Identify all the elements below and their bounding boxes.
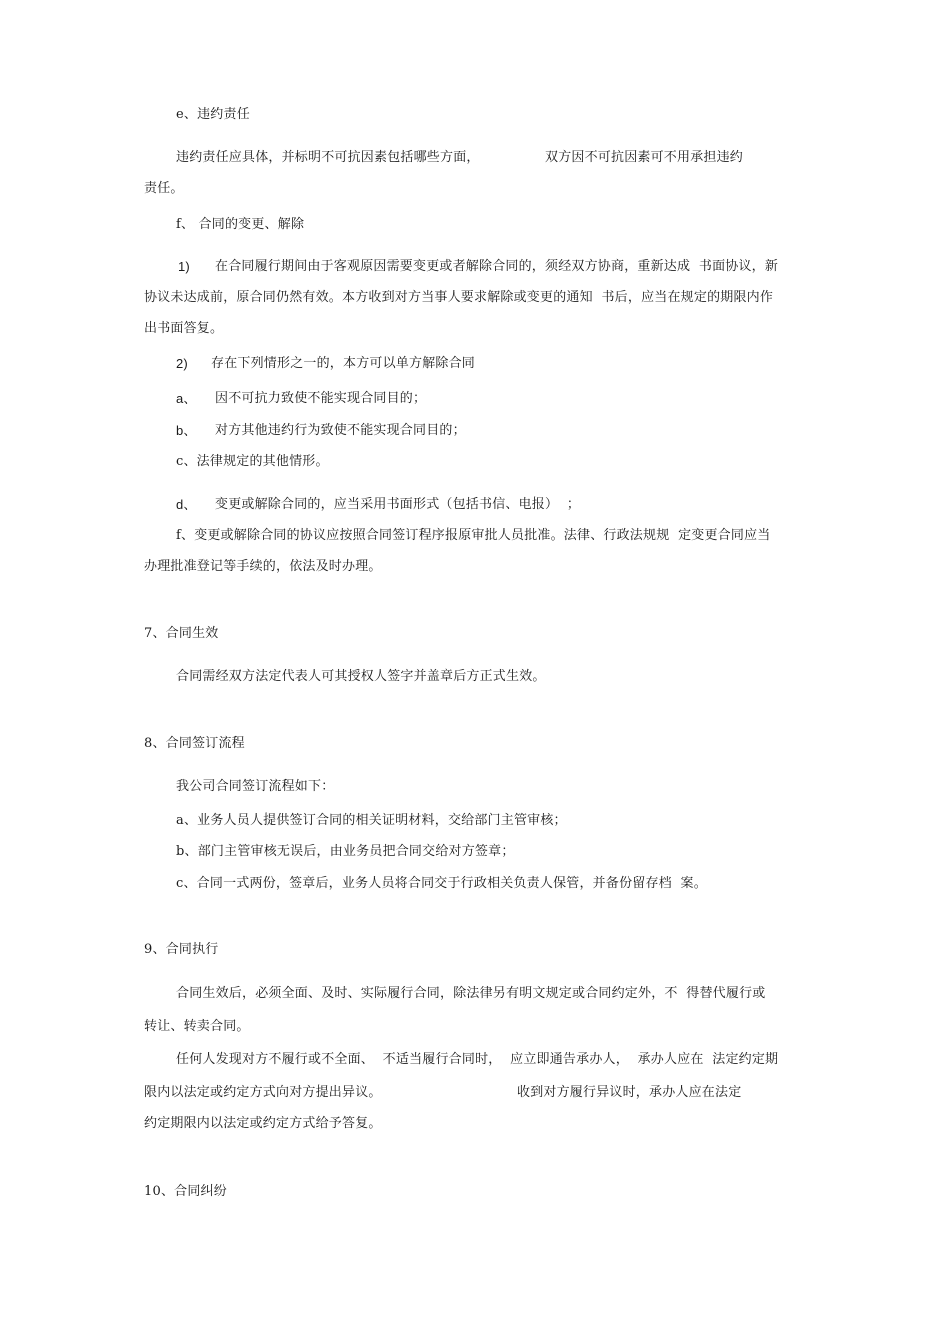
paragraph-line: 任何人发现对方不履行或不全面、 不适当履行合同时， 应立即通告承办人， 承办人应在 法定约定期 [176, 1052, 779, 1067]
section-heading-7: 7、合同生效 [144, 626, 219, 641]
paragraph-line: 约定期限内以法定或约定方式给予答复。 [144, 1116, 382, 1131]
list-number: 2) [176, 356, 188, 371]
list-number: 1) [178, 259, 190, 274]
list-item: c、法律规定的其他情形。 [176, 454, 329, 469]
section-heading-10: 10、合同纠纷 [144, 1184, 227, 1199]
section-heading-9: 9、合同执行 [144, 942, 219, 957]
section-heading-8: 8、合同签订流程 [144, 736, 245, 751]
paragraph-line: f、变更或解除合同的协议应按照合同签订程序报原审批人员批准。法律、行政法规规 定变更合同应当 [176, 528, 771, 543]
paragraph-line: 双方因不可抗因素可不用承担违约 [545, 150, 744, 165]
paragraph-line: 责任。 [144, 181, 184, 196]
paragraph-line: 合同生效后，必须全面、及时、实际履行合同，除法律另有明文规定或合同约定外，不 得替代履行或 [176, 986, 766, 1001]
paragraph-line: 限内以法定或约定方式向对方提出异议。 [144, 1085, 382, 1100]
list-item: b、部门主管审核无误后，由业务员把合同交给对方签章； [176, 844, 515, 859]
paragraph-line: 存在下列情形之一的，本方可以单方解除合同 [211, 356, 476, 371]
list-letter: a、 [176, 391, 197, 406]
list-item: 变更或解除合同的，应当采用书面形式（包括书信、电报） ； [215, 497, 581, 512]
paragraph-line: 我公司合同签订流程如下： [176, 779, 335, 794]
paragraph-line: 协议未达成前，原合同仍然有效。本方收到对方当事人要求解除或变更的通知 书后，应当在规定的期限内作 [144, 290, 774, 305]
list-letter: b、 [176, 423, 197, 438]
clause-e-heading: e、违约责任 [176, 107, 250, 122]
paragraph-line: 在合同履行期间由于客观原因需要变更或者解除合同的，须经双方协商，重新达成 书面协议，新 [215, 259, 779, 274]
list-item: a、业务人员人提供签订合同的相关证明材料，交给部门主管审核； [176, 813, 567, 828]
paragraph-line: 合同需经双方法定代表人可其授权人签字并盖章后方正式生效。 [176, 669, 546, 684]
clause-f-heading: f、 合同的变更、解除 [176, 217, 305, 232]
list-item: 因不可抗力致使不能实现合同目的； [215, 391, 427, 406]
paragraph-line: 转让、转卖合同。 [144, 1019, 250, 1034]
list-letter: d、 [176, 497, 197, 512]
paragraph-line: 出书面答复。 [144, 321, 224, 336]
paragraph-line: 收到对方履行异议时，承办人应在法定 [517, 1085, 742, 1100]
paragraph-line: 办理批准登记等手续的，依法及时办理。 [144, 559, 382, 574]
list-item: 对方其他违约行为致使不能实现合同目的； [215, 423, 466, 438]
list-item: c、合同一式两份，签章后，业务人员将合同交于行政相关负责人保管，并备份留存档 案。 [176, 876, 707, 891]
paragraph-line: 违约责任应具体，并标明不可抗因素包括哪些方面， [176, 150, 480, 165]
